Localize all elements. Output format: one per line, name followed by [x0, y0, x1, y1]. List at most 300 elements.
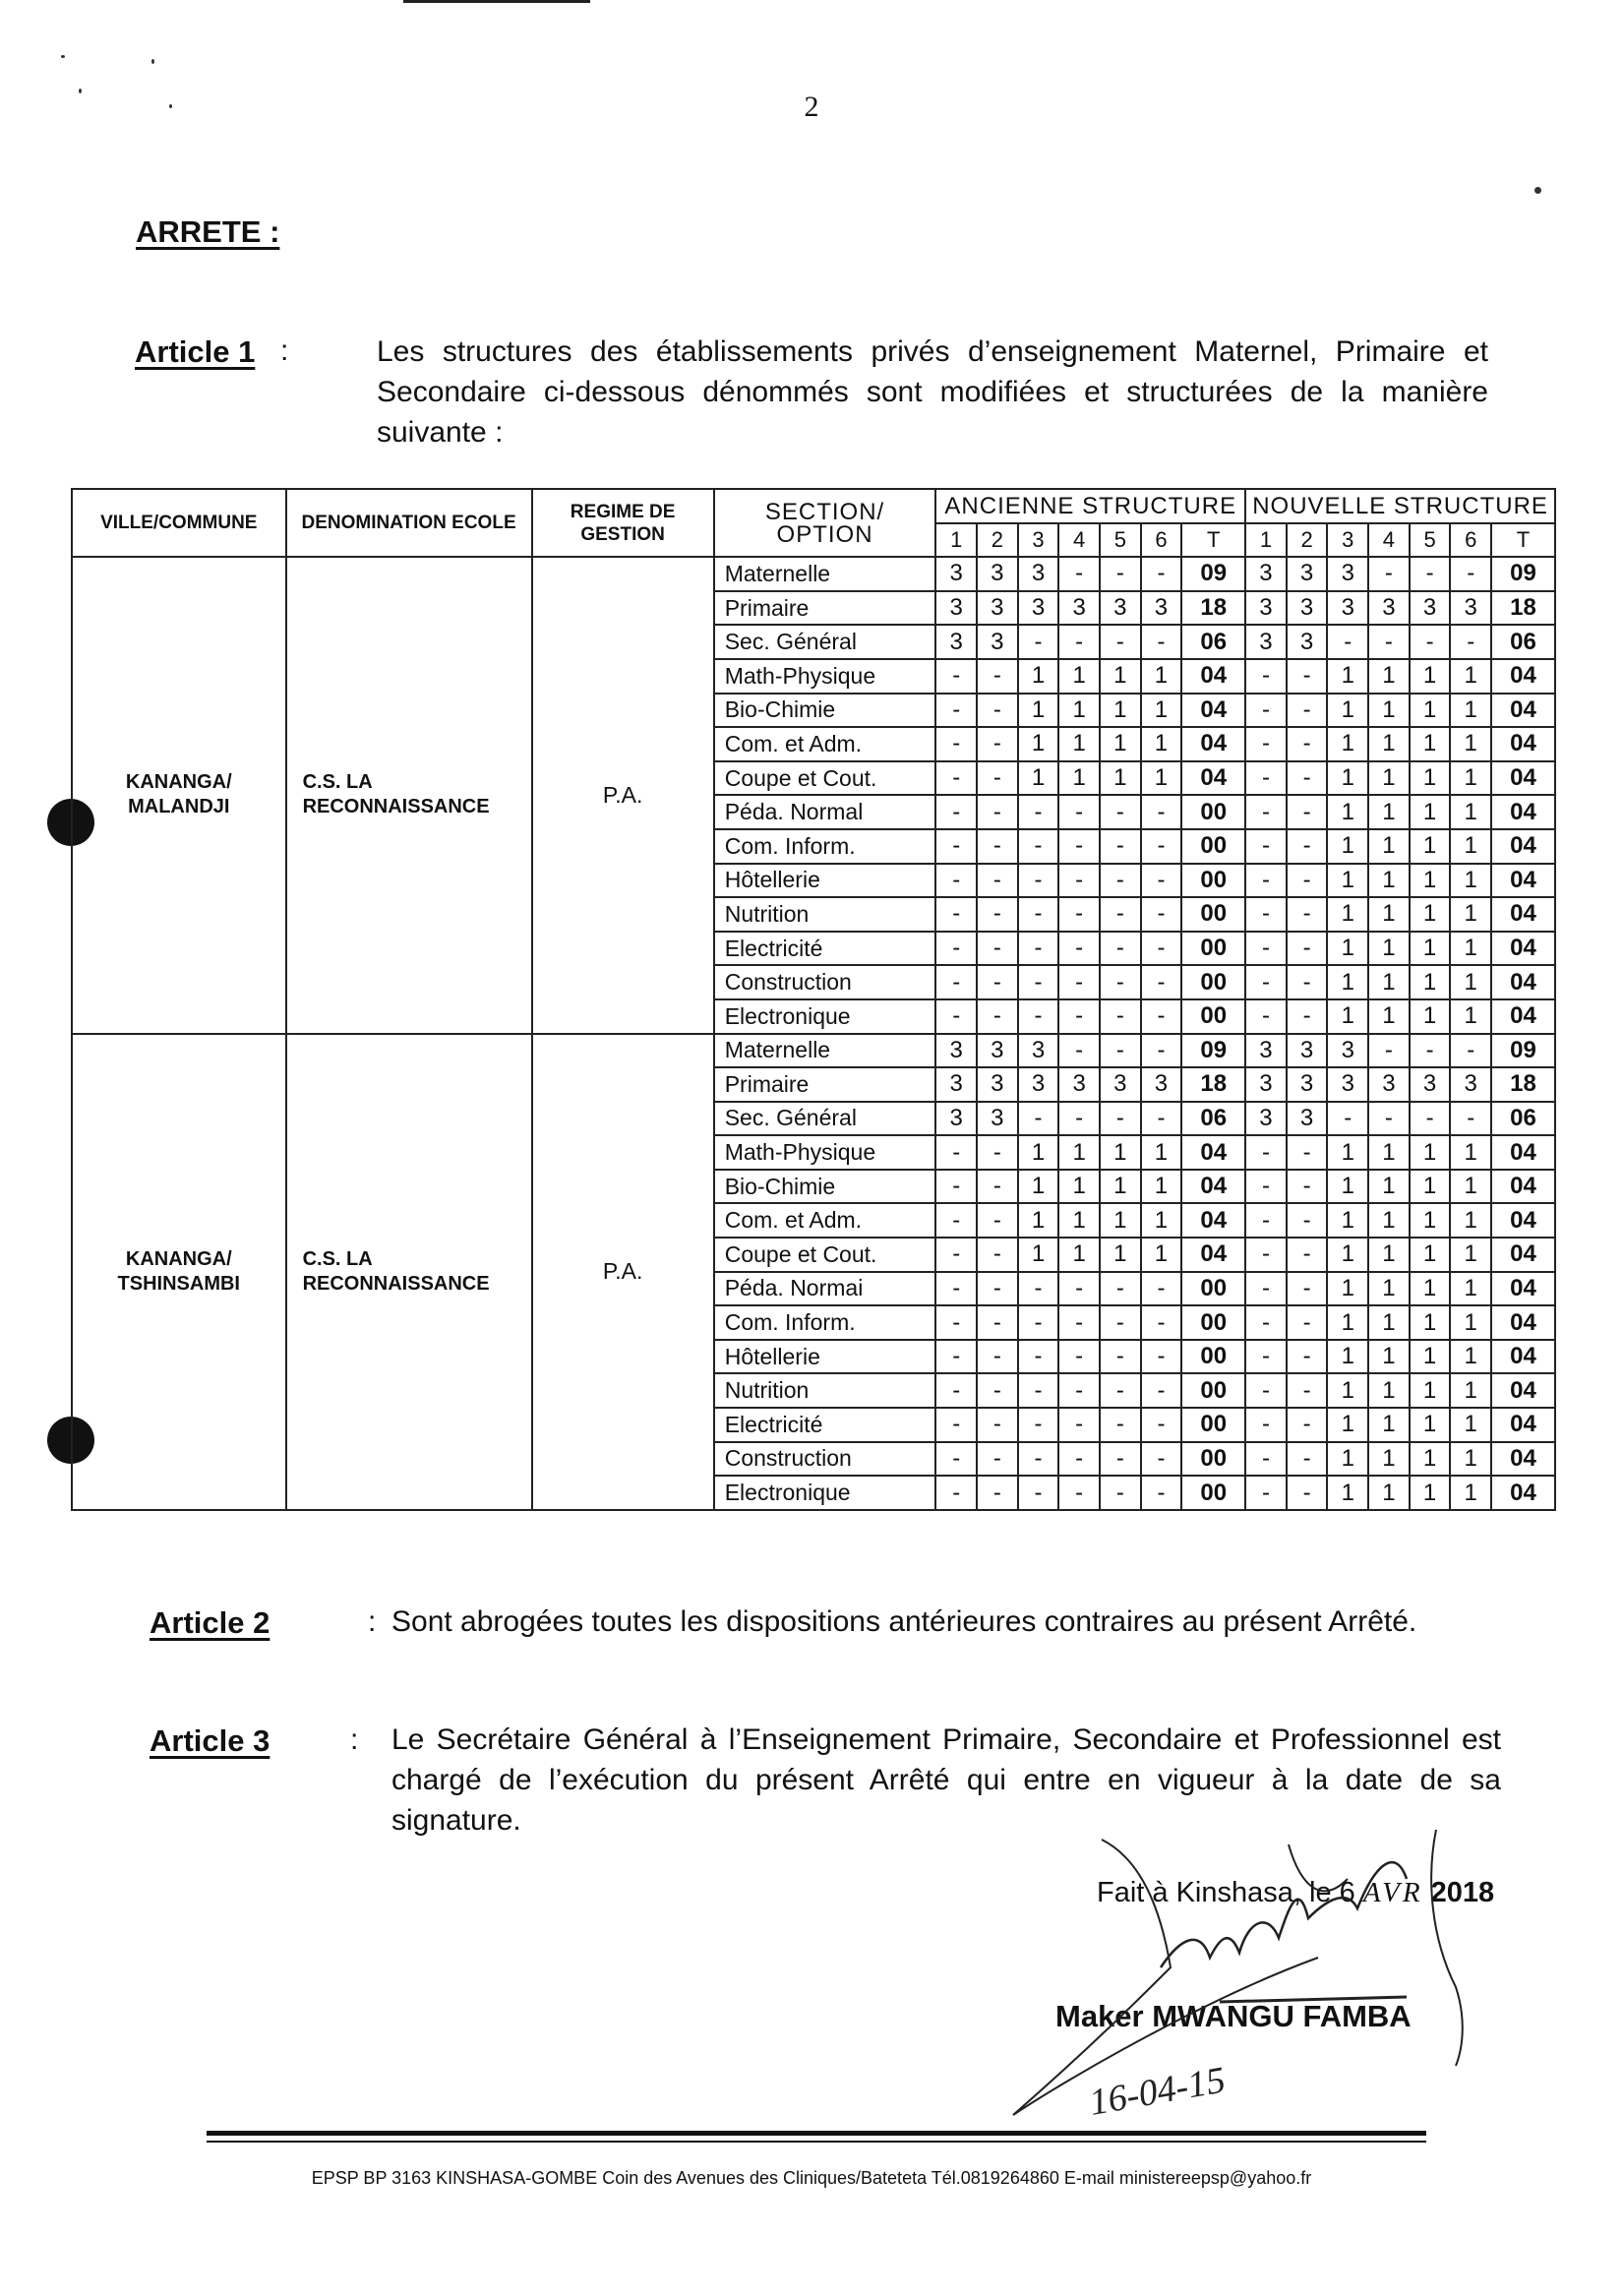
- cell-ancienne-total: 00: [1181, 829, 1245, 864]
- cell-ancienne-year: -: [1141, 625, 1182, 659]
- cell-ancienne-year: -: [1058, 557, 1100, 591]
- cell-nouvelle-year: -: [1245, 965, 1287, 999]
- cell-ancienne-year: 1: [1018, 761, 1059, 796]
- cell-nouvelle-year: -: [1287, 864, 1328, 898]
- cell-nouvelle-year: -: [1368, 557, 1410, 591]
- cell-ancienne-year: 1: [1100, 1238, 1141, 1272]
- cell-nouvelle-year: 1: [1327, 1238, 1368, 1272]
- cell-ancienne-year: -: [977, 727, 1018, 761]
- cell-ancienne-year: -: [1141, 1305, 1182, 1340]
- cell-ancienne-total: 04: [1181, 659, 1245, 694]
- cell-nouvelle-year: 1: [1327, 1305, 1368, 1340]
- cell-ancienne-year: -: [935, 761, 977, 796]
- article-3-text: Le Secrétaire Général à l’Enseignement Primaire, Secondaire et Professionnel est chargé de l’exécution du présent Arrêté qui entre en vigueur à la date de sa signature.: [391, 1723, 1501, 1837]
- cell-ancienne-year: 3: [977, 1067, 1018, 1102]
- cell-nouvelle-year: -: [1287, 795, 1328, 829]
- cell-nouvelle-year: 1: [1450, 761, 1491, 796]
- cell-nouvelle-year: 1: [1450, 1135, 1491, 1170]
- cell-nouvelle-year: 1: [1410, 1340, 1451, 1374]
- cell-nouvelle-year: -: [1245, 1238, 1287, 1272]
- article-3-separator: :: [350, 1723, 359, 1756]
- header-section: SECTION/ OPTION: [714, 489, 936, 557]
- cell-nouvelle-year: 1: [1410, 1170, 1451, 1204]
- cell-ancienne-total: 04: [1181, 1135, 1245, 1170]
- scan-speck: [151, 59, 154, 64]
- cell-nouvelle-year: 1: [1410, 897, 1451, 932]
- cell-ancienne-year: 3: [1018, 1067, 1059, 1102]
- cell-option: Com. Inform.: [714, 829, 936, 864]
- cell-nouvelle-total: 04: [1491, 1135, 1555, 1170]
- cell-ancienne-year: 3: [935, 1067, 977, 1102]
- article-2-text: Sont abrogées toutes les dispositions antérieures contraires au présent Arrêté.: [391, 1605, 1417, 1638]
- cell-ancienne-year: 1: [1058, 694, 1100, 728]
- cell-nouvelle-year: 1: [1450, 1238, 1491, 1272]
- cell-nouvelle-year: -: [1287, 761, 1328, 796]
- cell-nouvelle-year: -: [1245, 897, 1287, 932]
- cell-option: Math-Physique: [714, 1135, 936, 1170]
- cell-ancienne-year: -: [1058, 897, 1100, 932]
- article-1-separator: :: [280, 334, 289, 367]
- cell-nouvelle-year: -: [1410, 625, 1451, 659]
- cell-ancienne-year: -: [935, 1135, 977, 1170]
- cell-nouvelle-year: 1: [1410, 1135, 1451, 1170]
- cell-option: Maternelle: [714, 557, 936, 591]
- cell-ancienne-year: 3: [1141, 1067, 1182, 1102]
- cell-nouvelle-total: 04: [1491, 829, 1555, 864]
- cell-ancienne-year: -: [1018, 1102, 1059, 1136]
- cell-ancienne-year: -: [1018, 829, 1059, 864]
- cell-ancienne-year: 3: [977, 591, 1018, 626]
- cell-option: Com. Inform.: [714, 1305, 936, 1340]
- cell-nouvelle-year: 1: [1368, 1170, 1410, 1204]
- cell-ancienne-year: -: [1018, 795, 1059, 829]
- cell-ancienne-year: 1: [1141, 659, 1182, 694]
- cell-ancienne-year: -: [935, 1272, 977, 1306]
- cell-nouvelle-year: 3: [1287, 1102, 1328, 1136]
- cell-ancienne-year: 1: [1058, 727, 1100, 761]
- cell-ancienne-year: -: [1141, 965, 1182, 999]
- cell-option: Primaire: [714, 1067, 936, 1102]
- cell-ancienne-year: -: [1018, 1305, 1059, 1340]
- cell-ancienne-year: 3: [1058, 591, 1100, 626]
- cell-ancienne-total: 00: [1181, 965, 1245, 999]
- cell-ancienne-year: 1: [1100, 659, 1141, 694]
- cell-ancienne-year: -: [977, 1373, 1018, 1408]
- cell-nouvelle-year: 1: [1410, 1373, 1451, 1408]
- cell-nouvelle-year: 1: [1327, 1373, 1368, 1408]
- cell-option: Sec. Général: [714, 1102, 936, 1136]
- cell-ancienne-total: 18: [1181, 591, 1245, 626]
- cell-ville: KANANGA/ TSHINSAMBI: [72, 1034, 286, 1510]
- cell-nouvelle-year: 1: [1368, 1305, 1410, 1340]
- cell-nouvelle-year: 1: [1410, 1203, 1451, 1238]
- cell-ancienne-year: -: [1141, 1442, 1182, 1477]
- cell-ancienne-year: -: [935, 795, 977, 829]
- cell-ancienne-year: -: [1100, 1408, 1141, 1442]
- cell-ancienne-year: 3: [1100, 1067, 1141, 1102]
- cell-nouvelle-year: 1: [1327, 864, 1368, 898]
- cell-nouvelle-year: 1: [1450, 932, 1491, 966]
- cell-nouvelle-year: 3: [1245, 1034, 1287, 1068]
- cell-nouvelle-total: 04: [1491, 1238, 1555, 1272]
- cell-nouvelle-year: 1: [1327, 1170, 1368, 1204]
- cell-ancienne-year: -: [935, 829, 977, 864]
- cell-option: Electronique: [714, 999, 936, 1034]
- cell-nouvelle-year: -: [1287, 1373, 1328, 1408]
- cell-option: Hôtellerie: [714, 864, 936, 898]
- cell-ancienne-year: -: [1058, 1102, 1100, 1136]
- cell-option: Electricité: [714, 932, 936, 966]
- cell-ancienne-year: -: [1058, 999, 1100, 1034]
- cell-ancienne-year: 1: [1100, 694, 1141, 728]
- ancienne-col-header: 2: [977, 523, 1018, 558]
- cell-nouvelle-year: 3: [1410, 1067, 1451, 1102]
- cell-ancienne-year: -: [1141, 1102, 1182, 1136]
- cell-ancienne-year: -: [1141, 932, 1182, 966]
- cell-ancienne-year: 3: [977, 625, 1018, 659]
- cell-nouvelle-year: 3: [1327, 557, 1368, 591]
- signer-name: Maker MWANGU FAMBA: [1055, 1999, 1412, 2033]
- cell-ancienne-year: 1: [1141, 1203, 1182, 1238]
- cell-ancienne-year: -: [1100, 557, 1141, 591]
- cell-ancienne-year: -: [1018, 932, 1059, 966]
- cell-ancienne-year: -: [977, 1135, 1018, 1170]
- cell-ancienne-year: -: [1100, 795, 1141, 829]
- cell-ancienne-year: 1: [1058, 761, 1100, 796]
- ancienne-col-header: 3: [1018, 523, 1059, 558]
- cell-nouvelle-year: 1: [1450, 1476, 1491, 1510]
- cell-nouvelle-year: -: [1368, 1102, 1410, 1136]
- cell-ancienne-total: 18: [1181, 1067, 1245, 1102]
- cell-nouvelle-year: 1: [1327, 761, 1368, 796]
- cell-nouvelle-year: 1: [1450, 1373, 1491, 1408]
- cell-nouvelle-year: 3: [1245, 1067, 1287, 1102]
- cell-nouvelle-year: -: [1287, 1238, 1328, 1272]
- date-day: 6: [1339, 1877, 1355, 1908]
- cell-ancienne-year: -: [1141, 1034, 1182, 1068]
- cell-ancienne-year: -: [1058, 1442, 1100, 1477]
- cell-ecole: C.S. LA RECONNAISSANCE: [286, 1034, 532, 1510]
- table-row: [72, 557, 1555, 591]
- cell-ancienne-year: -: [1018, 864, 1059, 898]
- cell-nouvelle-year: -: [1287, 999, 1328, 1034]
- cell-nouvelle-year: -: [1245, 1135, 1287, 1170]
- cell-nouvelle-year: -: [1245, 1272, 1287, 1306]
- cell-ancienne-year: -: [1141, 1272, 1182, 1306]
- cell-nouvelle-year: 1: [1450, 1408, 1491, 1442]
- cell-ancienne-year: -: [1100, 829, 1141, 864]
- cell-ancienne-year: 3: [977, 1102, 1018, 1136]
- cell-nouvelle-year: 1: [1450, 965, 1491, 999]
- cell-nouvelle-year: 1: [1410, 829, 1451, 864]
- cell-option: Péda. Normai: [714, 1272, 936, 1306]
- cell-ancienne-year: -: [1058, 932, 1100, 966]
- header-ancienne-structure: ANCIENNE STRUCTURE: [935, 489, 1245, 523]
- cell-ancienne-year: -: [935, 932, 977, 966]
- cell-nouvelle-year: -: [1287, 932, 1328, 966]
- cell-option: Bio-Chimie: [714, 1170, 936, 1204]
- cell-nouvelle-year: 1: [1450, 659, 1491, 694]
- cell-nouvelle-total: 04: [1491, 727, 1555, 761]
- cell-ancienne-year: 1: [1100, 761, 1141, 796]
- cell-ancienne-year: -: [1058, 1034, 1100, 1068]
- cell-nouvelle-year: 1: [1368, 829, 1410, 864]
- cell-ancienne-year: -: [1058, 1408, 1100, 1442]
- cell-nouvelle-year: 3: [1287, 625, 1328, 659]
- cell-nouvelle-year: 1: [1368, 1476, 1410, 1510]
- cell-nouvelle-year: 1: [1410, 1476, 1451, 1510]
- cell-ancienne-year: 1: [1058, 659, 1100, 694]
- cell-nouvelle-year: 1: [1327, 727, 1368, 761]
- cell-nouvelle-year: -: [1245, 659, 1287, 694]
- page-number: 2: [804, 91, 819, 123]
- cell-ancienne-year: 3: [935, 591, 977, 626]
- handwritten-signature: [993, 1820, 1544, 2145]
- cell-ancienne-total: 00: [1181, 1442, 1245, 1477]
- cell-nouvelle-year: 1: [1410, 795, 1451, 829]
- cell-nouvelle-year: 1: [1410, 727, 1451, 761]
- cell-nouvelle-total: 06: [1491, 1102, 1555, 1136]
- ancienne-col-header: 1: [935, 523, 977, 558]
- cell-ancienne-year: 1: [1018, 727, 1059, 761]
- cell-nouvelle-year: -: [1287, 965, 1328, 999]
- cell-nouvelle-year: 1: [1327, 1408, 1368, 1442]
- table-header-row: [72, 489, 1555, 523]
- cell-nouvelle-total: 18: [1491, 591, 1555, 626]
- cell-nouvelle-year: -: [1245, 1373, 1287, 1408]
- cell-nouvelle-year: 1: [1368, 999, 1410, 1034]
- cell-nouvelle-year: 1: [1368, 1373, 1410, 1408]
- cell-ancienne-year: -: [1100, 1340, 1141, 1374]
- cell-nouvelle-year: 1: [1410, 999, 1451, 1034]
- cell-nouvelle-year: -: [1245, 932, 1287, 966]
- cell-ancienne-year: -: [977, 659, 1018, 694]
- cell-ancienne-year: -: [935, 897, 977, 932]
- cell-nouvelle-total: 04: [1491, 795, 1555, 829]
- cell-ancienne-year: -: [977, 932, 1018, 966]
- cell-option: Péda. Normal: [714, 795, 936, 829]
- cell-ancienne-year: -: [1100, 999, 1141, 1034]
- cell-nouvelle-year: -: [1245, 1442, 1287, 1477]
- cell-nouvelle-year: 1: [1410, 1408, 1451, 1442]
- cell-ancienne-year: 1: [1058, 1238, 1100, 1272]
- cell-ancienne-year: -: [1100, 1272, 1141, 1306]
- cell-nouvelle-year: 1: [1450, 1340, 1491, 1374]
- cell-ancienne-year: 1: [1058, 1203, 1100, 1238]
- cell-nouvelle-year: 1: [1368, 694, 1410, 728]
- cell-ancienne-year: 1: [1018, 1135, 1059, 1170]
- cell-nouvelle-year: 1: [1450, 1203, 1491, 1238]
- cell-nouvelle-year: 1: [1410, 965, 1451, 999]
- cell-ancienne-year: 3: [935, 625, 977, 659]
- cell-nouvelle-year: 1: [1450, 897, 1491, 932]
- cell-ancienne-year: -: [977, 965, 1018, 999]
- cell-option: Hôtellerie: [714, 1340, 936, 1374]
- cell-option: Coupe et Cout.: [714, 1238, 936, 1272]
- cell-nouvelle-year: 3: [1368, 591, 1410, 626]
- cell-ancienne-total: 00: [1181, 1476, 1245, 1510]
- cell-ancienne-year: -: [977, 1476, 1018, 1510]
- cell-nouvelle-year: -: [1245, 727, 1287, 761]
- scan-speck: [61, 55, 65, 58]
- cell-nouvelle-year: 3: [1327, 1034, 1368, 1068]
- cell-ancienne-year: -: [1058, 965, 1100, 999]
- cell-ancienne-year: -: [1141, 829, 1182, 864]
- cell-ancienne-year: -: [1018, 965, 1059, 999]
- cell-regime: P.A.: [532, 1034, 714, 1510]
- cell-nouvelle-year: -: [1327, 625, 1368, 659]
- cell-nouvelle-year: -: [1287, 1476, 1328, 1510]
- cell-ancienne-year: -: [935, 1238, 977, 1272]
- cell-nouvelle-total: 09: [1491, 557, 1555, 591]
- cell-ecole: C.S. LA RECONNAISSANCE: [286, 557, 532, 1033]
- cell-nouvelle-year: -: [1245, 1340, 1287, 1374]
- cell-nouvelle-year: 1: [1327, 1135, 1368, 1170]
- cell-ancienne-year: -: [1100, 1476, 1141, 1510]
- cell-ancienne-year: -: [1141, 1476, 1182, 1510]
- cell-nouvelle-year: 1: [1327, 1442, 1368, 1477]
- cell-ancienne-year: -: [935, 965, 977, 999]
- cell-ancienne-year: -: [1018, 1442, 1059, 1477]
- cell-nouvelle-year: 1: [1327, 829, 1368, 864]
- cell-nouvelle-year: 1: [1410, 659, 1451, 694]
- cell-ancienne-year: -: [1018, 897, 1059, 932]
- cell-ancienne-total: 09: [1181, 557, 1245, 591]
- cell-ancienne-total: 00: [1181, 864, 1245, 898]
- cell-ancienne-year: 1: [1018, 659, 1059, 694]
- cell-nouvelle-year: 3: [1245, 591, 1287, 626]
- cell-nouvelle-year: 1: [1410, 694, 1451, 728]
- article-1-label: Article 1: [135, 334, 256, 369]
- cell-nouvelle-year: 1: [1368, 1135, 1410, 1170]
- top-edge-mark: [403, 0, 590, 3]
- cell-nouvelle-year: 1: [1327, 1203, 1368, 1238]
- cell-nouvelle-year: 1: [1327, 1272, 1368, 1306]
- cell-ancienne-total: 00: [1181, 1373, 1245, 1408]
- cell-nouvelle-year: 1: [1368, 659, 1410, 694]
- cell-ancienne-year: 1: [1141, 1170, 1182, 1204]
- cell-ancienne-year: -: [935, 1408, 977, 1442]
- cell-ancienne-year: -: [935, 1305, 977, 1340]
- cell-ancienne-year: -: [1058, 1305, 1100, 1340]
- cell-nouvelle-total: 04: [1491, 965, 1555, 999]
- cell-nouvelle-year: 3: [1245, 625, 1287, 659]
- cell-ancienne-year: 1: [1141, 761, 1182, 796]
- cell-nouvelle-year: 3: [1327, 591, 1368, 626]
- cell-nouvelle-year: 3: [1245, 1102, 1287, 1136]
- cell-ancienne-year: -: [1100, 625, 1141, 659]
- cell-ancienne-year: -: [1018, 625, 1059, 659]
- footer-rule-thick: [207, 2131, 1426, 2136]
- cell-ancienne-year: 3: [935, 1034, 977, 1068]
- cell-nouvelle-year: -: [1450, 557, 1491, 591]
- cell-ancienne-year: -: [935, 659, 977, 694]
- cell-ancienne-year: -: [977, 1408, 1018, 1442]
- cell-nouvelle-year: -: [1287, 829, 1328, 864]
- cell-nouvelle-year: 1: [1450, 999, 1491, 1034]
- cell-ancienne-year: -: [977, 1170, 1018, 1204]
- cell-nouvelle-year: -: [1287, 727, 1328, 761]
- cell-ancienne-year: -: [977, 999, 1018, 1034]
- cell-ancienne-year: 3: [1058, 1067, 1100, 1102]
- cell-ancienne-year: -: [977, 1442, 1018, 1477]
- cell-ancienne-total: 04: [1181, 694, 1245, 728]
- cell-ancienne-year: 3: [977, 1034, 1018, 1068]
- cell-option: Primaire: [714, 591, 936, 626]
- cell-ancienne-year: 1: [1100, 1203, 1141, 1238]
- cell-nouvelle-year: 1: [1410, 932, 1451, 966]
- cell-ancienne-total: 04: [1181, 727, 1245, 761]
- cell-ancienne-year: 1: [1018, 1203, 1059, 1238]
- cell-nouvelle-total: 04: [1491, 1408, 1555, 1442]
- cell-nouvelle-year: 1: [1450, 1442, 1491, 1477]
- cell-nouvelle-year: 1: [1410, 1238, 1451, 1272]
- header-ecole: DENOMINATION ECOLE: [286, 489, 532, 557]
- structure-table: [71, 488, 1556, 1511]
- cell-ancienne-year: -: [1018, 1408, 1059, 1442]
- cell-option: Bio-Chimie: [714, 694, 936, 728]
- scan-speck: [1534, 187, 1541, 194]
- nouvelle-col-header: 3: [1327, 523, 1368, 558]
- cell-nouvelle-total: 04: [1491, 864, 1555, 898]
- cell-ancienne-year: -: [935, 1170, 977, 1204]
- cell-ancienne-year: 1: [1141, 694, 1182, 728]
- cell-nouvelle-year: -: [1450, 625, 1491, 659]
- cell-ancienne-year: -: [935, 1340, 977, 1374]
- cell-ancienne-year: -: [1141, 1373, 1182, 1408]
- cell-nouvelle-year: 1: [1368, 1340, 1410, 1374]
- cell-ancienne-year: -: [1141, 864, 1182, 898]
- cell-ancienne-year: -: [977, 1203, 1018, 1238]
- cell-ancienne-year: -: [977, 897, 1018, 932]
- cell-option: Com. et Adm.: [714, 727, 936, 761]
- cell-ancienne-year: 1: [1141, 1135, 1182, 1170]
- cell-nouvelle-total: 04: [1491, 999, 1555, 1034]
- cell-regime: P.A.: [532, 557, 714, 1033]
- cell-ancienne-year: 3: [1018, 557, 1059, 591]
- cell-ancienne-year: -: [1058, 625, 1100, 659]
- cell-nouvelle-year: 1: [1410, 864, 1451, 898]
- cell-nouvelle-year: -: [1287, 659, 1328, 694]
- cell-ancienne-total: 00: [1181, 1305, 1245, 1340]
- cell-nouvelle-year: 3: [1450, 1067, 1491, 1102]
- cell-ancienne-year: -: [1141, 1408, 1182, 1442]
- cell-ancienne-year: -: [1058, 829, 1100, 864]
- cell-ancienne-year: -: [935, 1476, 977, 1510]
- cell-ancienne-year: -: [935, 999, 977, 1034]
- cell-nouvelle-year: -: [1287, 1408, 1328, 1442]
- cell-nouvelle-total: 04: [1491, 1170, 1555, 1204]
- cell-nouvelle-year: 1: [1327, 1340, 1368, 1374]
- cell-nouvelle-year: -: [1368, 1034, 1410, 1068]
- cell-ancienne-year: -: [1100, 1442, 1141, 1477]
- cell-nouvelle-year: -: [1287, 1272, 1328, 1306]
- cell-ancienne-total: 04: [1181, 1170, 1245, 1204]
- cell-nouvelle-year: -: [1287, 1305, 1328, 1340]
- cell-option: Construction: [714, 965, 936, 999]
- cell-nouvelle-year: 3: [1287, 1067, 1328, 1102]
- cell-ancienne-year: -: [1018, 1476, 1059, 1510]
- cell-nouvelle-year: 1: [1368, 1442, 1410, 1477]
- cell-nouvelle-year: 1: [1327, 659, 1368, 694]
- cell-nouvelle-year: 3: [1327, 1067, 1368, 1102]
- cell-nouvelle-year: -: [1245, 829, 1287, 864]
- cell-nouvelle-year: 3: [1287, 557, 1328, 591]
- cell-ancienne-total: 00: [1181, 795, 1245, 829]
- cell-nouvelle-year: 1: [1327, 897, 1368, 932]
- cell-ancienne-year: -: [1141, 999, 1182, 1034]
- cell-ancienne-year: 1: [1058, 1135, 1100, 1170]
